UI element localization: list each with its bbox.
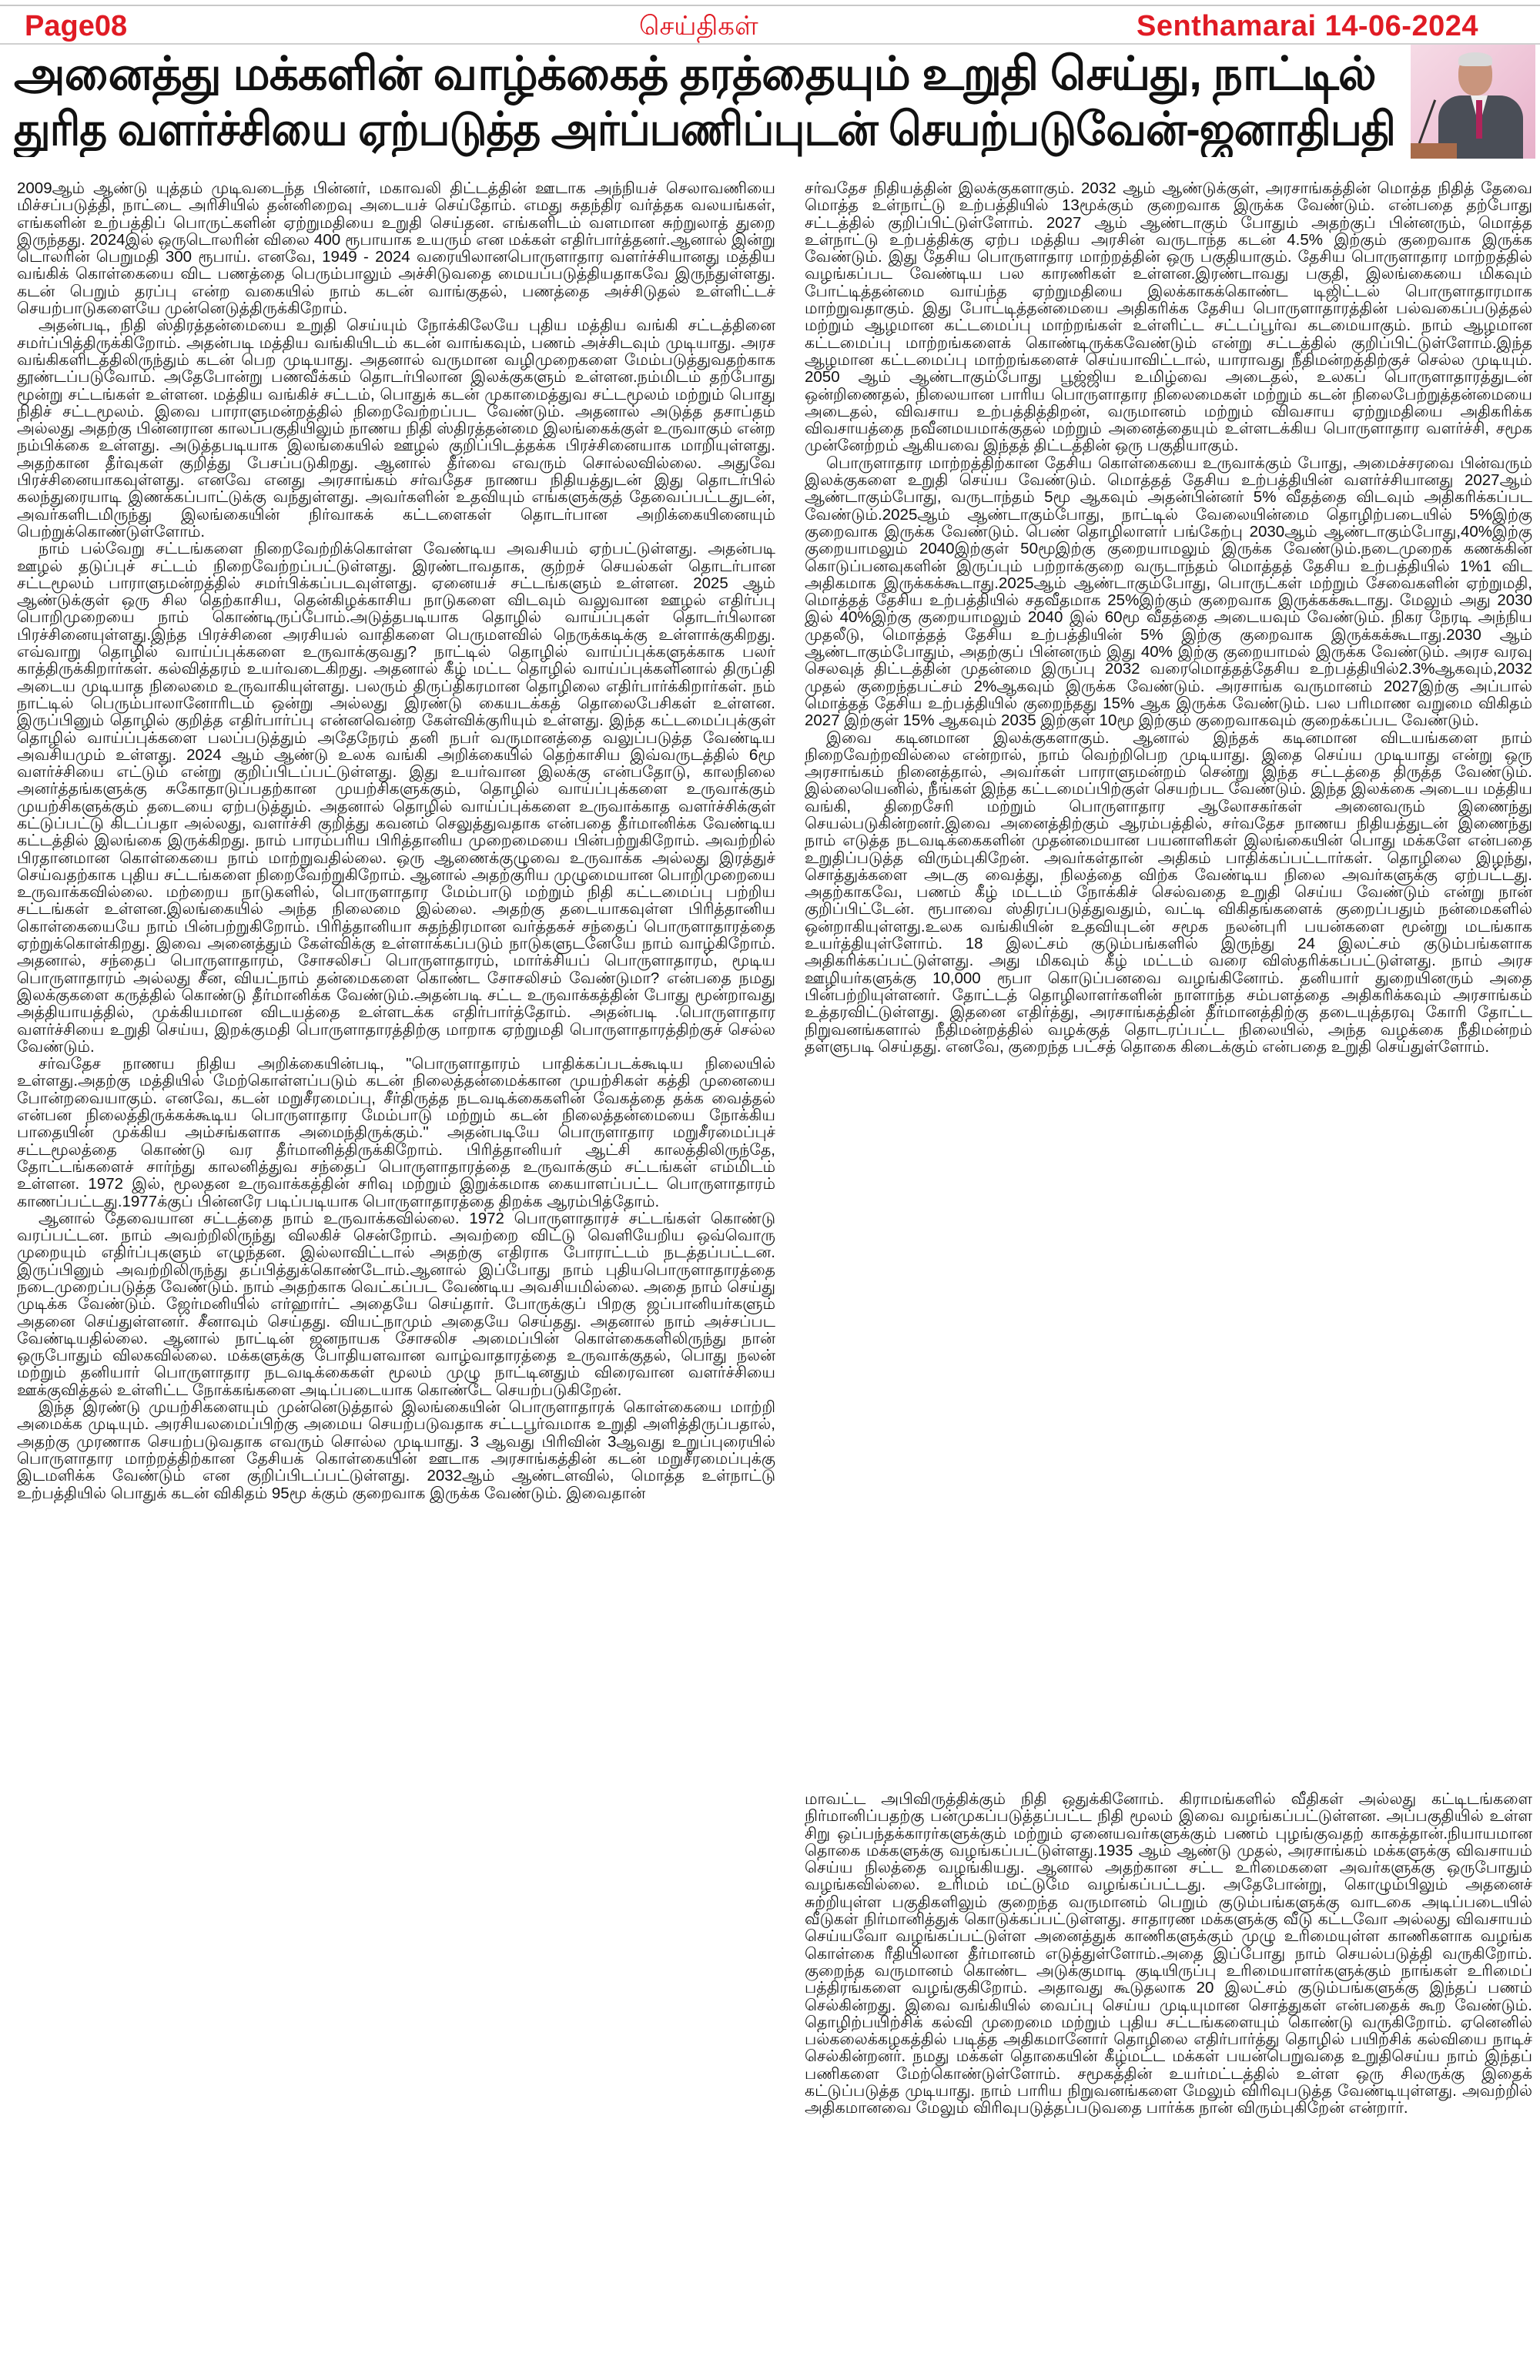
article-paragraph: சர்வதேச நிதியத்தின் இலக்குகளாகும். 2032 ஆம் ஆண்டுக்குள், அரசாங்கத்தின் மொத்த நிதித் தேவை மொத்த உள்நாட்டு உற்பத்தியில் 13மூக்கும் குறைவாக இருக்க வேண்டும். என்பதை தற்போது சட்டத்தில் குறிப்பிட்டுள்ளோம். 2027 ஆம் ஆண்டாகும் போதும் அதற்குப் பின்னரும், மொத்த உள்நாட்டு உற்பத்திக்கு ஏற்ப மத்திய அரசின் வருடாந்த கடன் 4.5% இற்கும் குறைவாக இருக்க வேண்டும். இது தேசிய பொருளாதார மாற்றத்தின் ஒரு பகுதியாகும். தேசிய பொருளாதார மாற்றத்தில் வழங்கப்பட வேண்டிய பல காரணிகள் உள்ளன.இரண்டாவது பகுதி, இலங்கையை மிகவும் போட்டித்தன்மை வாய்ந்த ஏற்றுமதியை இலக்காகக்கொண்ட டிஜிட்டல் பொருளாதாரமாக மாற்றுவதாகும். இது போட்டித்தன்மையை அதிகரிக்க தேசிய பொருளாதாரத்தின் பல்வகைப்படுத்தல் மற்றும் ஆழமான கட்டமைப்பு மாற்றங்கள் உள்ளிட்ட சட்டப்பூர்வ கடமையாகும். நாம் ஆழமான கட்டமைப்பு மாற்றங்களைக் கொண்டிருக்கவேண்டும் என்று சட்டத்தில் குறிப்பிட்டுள்ளோம்.இந்த ஆழமான கட்டமைப்பு மாற்றங்களைச் செய்யாவிட்டால், யாராவது நீதிமன்றத்திற்குச் செல்ல முடியும். 2050 ஆம் ஆண்டாகும்போது பூஜ்ஜிய உமிழ்வை அடைதல், உலகப் பொருளாதாரத்துடன் ஒன்றிணைதல், நிலையான பாரிய பொருளாதார நிலைமைகள் மற்றும் கடன் நிலைபேற்றுத்தன்மையை அடைதல், விவசாய உற்பத்தித்திறன், வருமானம் மற்றும் விவசாய ஏற்றுமதியை அதிகரிக்க விவசாயத்தை நவீனமயமாக்குதல் மற்றும் அனைத்தையும் உள்ளடக்கிய பொருளாதார வளர்ச்சி, சமூக முன்னேற்றம் ஆகியவை இந்தத் திட்டத்தின் ஒரு பகுதியாகும். xyxy=(805,180,1532,455)
headline xyxy=(14,46,1400,157)
article-paragraph: 2009ஆம் ஆண்டு யுத்தம் முடிவடைந்த பின்னர், மகாவலி திட்டத்தின் ஊடாக அந்நியச் செலாவணியை மிச்சப்படுத்தி, நாட்டை அரிசியில் தன்னிறைவு அடையச் செய்தோம். எமது சுதந்திர வர்த்தக வலயங்கள், எங்களின் உற்பத்திப் பொருட்களின் ஏற்றுமதியை உறுதி செய்தன. எங்களிடம் வளமான சுற்றுலாத் துறை இருந்தது. 2024இல் ஒருடொலரின் விலை 400 ரூபாயாக உயரும் என மக்கள் எதிர்பார்த்தனர்.ஆனால் இன்று டொலரின் பெறுமதி 300 ரூபாய். எனவே, 1949 - 2024 வரையிலானபொருளாதார வளர்ச்சியானது மத்திய வங்கிக் கொள்கையை விட பணத்தை பெரும்பாலும் அச்சிடுவதை மையப்படுத்தியதாகவே இருந்துள்ளது. கடன் பெறும் தரப்பு என்ற வகையில் நாம் கடன் வாங்குதல், பணத்தை அச்சிடுதல் உள்ளிட்டச் செயற்பாடுகளையே முன்னெடுத்திருக்கிறோம். xyxy=(17,180,775,318)
article-column-right-bottom xyxy=(805,1791,1532,2376)
headline-line-1: அனைத்து மக்களின் வாழ்க்கைத் தரத்தையும் உறுதி செய்து, நாட்டில் xyxy=(14,48,1376,99)
article-paragraph: இவை கடினமான இலக்குகளாகும். ஆனால் இந்தக் கடினமான விடயங்களை நாம் நிறைவேற்றவில்லை என்றால், நாம் வெற்றிபெற முடியாது. இதை செய்ய முடியாது என்று ஒரு அரசாங்கம் நினைத்தால், அவர்கள் பாராளுமன்றம் சென்று இந்த சட்டத்தை திருத்த வேண்டும். இல்லையெனில், நீங்கள் இந்த கட்டமைப்பிற்குள் செயற்பட வேண்டும். இந்த இலக்கை அடைய மத்திய வங்கி, திறைசேரி மற்றும் பொருளாதார ஆலோசகர்கள் அனைவரும் இணைந்து செயல்படுகின்றனர்.இவை அனைத்திற்கும் ஆரம்பத்தில், சர்வதேச நாணய நிதியத்துடன் இணைந்து நாம் எடுத்த நடவடிக்கைகளின் முதன்மையான பயனாளிகள் இலங்கையின் பொது மக்களே என்பதை உறுதிப்படுத்த விரும்புகிறேன். அவர்கள்தான் அதிகம் பாதிக்கப்பட்டார்கள். தொழிலை இழந்து, சொத்துக்களை அடகு வைத்து, நிலத்தை விற்க வேண்டிய நிலை அவர்களுக்கு ஏற்பட்டது. அதற்காகவே, பணம் கீழ் மட்டம் நோக்கிச் செல்வதை உறுதி செய்ய வேண்டும் என்று நான் குறிப்பிட்டேன். ரூபாவை ஸ்திரப்படுத்துவதும், வட்டி விகிதங்களைக் குறைப்பதும் நன்மைகளில் ஒன்றாகியுள்ளது.உலக வங்கியின் உதவியுடன் சமூக நலன்புரி பயன்களை மூன்று மடங்காக உயர்த்தியுள்ளோம். 18 இலட்சம் குடும்பங்களில் இருந்து 24 இலட்சம் குடும்பங்களாக அதிகரிக்கப்பட்டுள்ளது. அது மிகவும் கீழ் மட்டம் வரை விஸ்தரிக்கப்பட்டுள்ளது. நாம் அரச ஊழியர்களுக்கு 10,000 ரூபா கொடுப்பனவை வழங்கினோம். தனியார் துறையினரும் அதை பின்பற்றியுள்ளனர். தோட்டத் தொழிலாளர்களின் நாளாந்த சம்பளத்தை அதிகரிக்கவும் அரசாங்கம் உத்தரவிட்டுள்ளது. இதனை எதிர்த்து, அரசாங்கத்தின் தீர்மானத்திற்கு தடையுத்தரவு கோரி தோட்ட நிறுவனங்களால் நீதிமன்றத்தில் வழக்குத் தொடரப்பட்ட நிலையில், அந்த வழக்கை நீதிமன்றம் தள்ளுபடி செய்தது. எனவே, குறைந்த பட்சத் தொகை கிடைக்கும் என்பதை உறுதி செய்துள்ளோம். xyxy=(805,728,1532,1056)
page-header xyxy=(0,8,1540,45)
article-paragraph: பொருளாதார மாற்றத்திற்கான தேசிய கொள்கையை உருவாக்கும் போது, அமைச்சரவை பின்வரும் இலக்குகளை உறுதி செய்ய வேண்டும். மொத்தத் தேசிய உற்பத்தியின் வளர்ச்சியானது 2027ஆம் ஆண்டாகும்போது, வருடாந்தம் 5மூ ஆகவும் அதன்பின்னர் 5% வீதத்தை விடவும் அதிகரிக்கப்பட வேண்டும்.2025ஆம் ஆண்டாகும்போது, நாட்டில் வேலையின்மை தொழிற்படையில் 5%இற்கு குறைவாக இருக்க வேண்டும். பெண் தொழிலாளர் பங்கேற்பு 2030ஆம் ஆண்டாகும்போது,40%இற்கு குறையாமலும் 2040இற்குள் 50மூஇற்கு குறையாமலும் இருக்க வேண்டும்.நடைமுறைக் கணக்கின் கொடுப்பனவுகளின் இருப்பும் பற்றாக்குறை வருடாந்தம் மொத்தத் தேசிய உற்பத்தியில் 1%1 விட அதிகமாக இருக்கக்கூடாது.2025ஆம் ஆண்டாகும்போது, பொருட்கள் மற்றும் சேவைகளின் ஏற்றுமதி, மொத்தத் தேசிய உற்பத்தியில் சதவீதமாக 25%இற்கும் குறைவாக இருக்கக்கூடாது. மேலும் அது 2030 இல் 40%இற்கு குறையாமலும் 2040 இல் 60மூ வீதத்தை அடையவும் வேண்டும். நிகர நேரடி அந்நிய முதலீடு, மொத்தத் தேசிய உற்பத்தியின் 5% இற்கு குறைவாக இருக்கக்கூடாது.2030 ஆம் ஆண்டாகும்போதும், அதற்குப் பின்னரும் இது 40% இற்கு குறையாமல் இருக்க வேண்டும். அரச வரவு செலவுத் திட்டத்தின் முதன்மை இருப்பு 2032 வரைமொத்தத்தேசிய உற்பத்தியில்2.3%ஆகவும்,2032 முதல் குறைந்தபட்சம் 2%ஆகவும் இருக்க வேண்டும். அரசாங்க வருமானம் 2027இற்கு அப்பால் மொத்தத் தேசிய உற்பத்தியில் குறைந்தது 15% ஆக இருக்க வேண்டும். பல பரிமாண வறுமை விகிதம் 2027 இற்குள் 15% ஆகவும் 2035 இற்குள் 10மூ இற்கும் குறைவாகவும் குறைக்கப்பட வேண்டும். xyxy=(805,454,1532,730)
photo-podium xyxy=(1411,143,1457,159)
headline-line-2: துரித வளர்ச்சியை ஏற்படுத்த அர்ப்பணிப்புடன் செயற்படுவேன்-ஜனாதிபதி xyxy=(14,103,1395,155)
section-title: செய்திகள் xyxy=(639,12,758,41)
article-paragraph: அதன்படி, நிதி ஸ்திரத்தன்மையை உறுதி செய்யும் நோக்கிலேயே புதிய மத்திய வங்கி சட்டத்தினை சமர்ப்பித்திருக்கிறோம். அதன்படி மத்திய வங்கியிடம் கடன் வாங்கவும், பணம் அச்சிடவும் முடியாது. அரச வங்கிகளிடத்திலிருந்தும் கடன் பெற முடியாது. அதனால் வருமான வழிமுறைகளை மேம்படுத்துவதற்காக தூண்டப்படுவோம். அதேபோன்று பணவீக்கம் தொடர்பிலான இலக்குகளும் உள்ளன.நம்மிடம் தற்போது மூன்று சட்டங்கள் உள்ளன. மத்திய வங்கிச் சட்டம், பொதுக் கடன் முகாமைத்துவ சட்டமூலம் மற்றும் பொது நிதிச் சட்டமூலம். இவை பாராளுமன்றத்தில் நிறைவேற்றப்பட வேண்டும். அதனால் அடுத்த தசாப்தம் அல்லது அதற்கு பின்னரான காலப்பகுதியிலும் நாணய நிதி ஸ்திரத்தன்மை இலங்கைக்குள் உருவாகும் என்ற நம்பிக்கை உள்ளது. அடுத்தபடியாக இலங்கையில் ஊழல் குறிப்பிடத்தக்க பிரச்சினையாக மாறியுள்ளது. அதற்கான தீர்வுகள் குறித்து பேசப்படுகிறது. ஆனால் தீர்வை எவரும் சொல்லவில்லை. அதுவே பிரச்சினையாகவுள்ளது. எனவே எனது அரசாங்கம் சர்வதேச நாணய நிதியத்துடன் இது தொடர்பில் கலந்துரையாடி இணக்கப்பாட்டுக்கு வந்துள்ளது. அவர்களின் உதவியும் எங்களுக்குத் தேவைப்பட்டதுடன், அவர்களிடமிருந்து இலங்கையின் நிர்வாகக் கட்டளைகள் தொடர்பான அறிக்கையினையும் பெற்றுக்கொண்டுள்ளோம். xyxy=(17,316,775,541)
article-column-left xyxy=(17,180,775,2375)
president-photo xyxy=(1411,45,1535,159)
article-paragraph: சர்வதேச நாணய நிதிய அறிக்கையின்படி, "பொருளாதாரம் பாதிக்கப்படக்கூடிய நிலையில் உள்ளது.அதற்கு மத்தியில் மேற்கொள்ளப்படும் கடன் நிலைத்தன்மைக்கான முயற்சிகள் கத்தி முனையை போன்றவையாகும். எனவே, கடன் மறுசீரமைப்பு, சீர்திருத்த நடவடிக்கைகளின் வேகத்தை தக்க வைத்தல் என்பன நிலைத்திருக்கக்கூடிய பொருளாதார மேம்பாடு மற்றும் கடன் நிலைத்தன்மையை நோக்கிய பாதையின் முக்கிய அம்சங்களாக அமைந்திருக்கும்." அதன்படியே பொருளாதார மறுசீரமைப்புச் சட்டமூலத்தை கொண்டு வர தீர்மானித்திருக்கிறோம். பிரித்தானியர் ஆட்சி காலத்திலிருந்தே, தோட்டங்களைச் சார்ந்து காலனித்துவ சந்தைப் பொருளாதாரத்தை உருவாக்கும் சட்டங்கள் எம்மிடம் உள்ளன. 1972 இல், மூலதன உருவாக்கத்தின் சரிவு மற்றும் இறுக்கமாக கையாளப்பட்ட பொருளாதாரம் காணப்பட்டது.1977க்குப் பின்னரே படிப்படியாக பொருளாதாரத்தை திறக்க ஆரம்பித்தோம். xyxy=(17,1055,775,1210)
article-paragraph: ஆனால் தேவையான சட்டத்தை நாம் உருவாக்கவில்லை. 1972 பொருளாதாரச் சட்டங்கள் கொண்டு வரப்பட்டன. நாம் அவற்றிலிருந்து விலகிச் சென்றோம். அவற்றை விட்டு வெளியேறிய ஒவ்வொரு முறையும் எதிர்ப்புகளும் எழுந்தன. இல்லாவிட்டால் அதற்கு எதிராக போராட்டம் நடத்தப்பட்டன. இருப்பினும் அவற்றிலிருந்து தப்பித்துக்கொண்டோம்.ஆனால் இப்போது நாம் புதியபொருளாதாரத்தை நடைமுறைப்படுத்த வேண்டும். நாம் அதற்காக வெட்கப்பட வேண்டிய அவசியமில்லை. அதை நாம் செய்து முடிக்க வேண்டும். ஜேர்மனியில் எர்ஹார்ட் அதையே செய்தார். போருக்குப் பிறகு ஜப்பானியர்களும் அதனை செய்துள்ளனர். சீனாவும் செய்தது. வியட்நாமும் அதையே செய்தது. அதனால் நாம் அச்சப்பட வேண்டியதில்லை. ஆனால் நாட்டின் ஜனநாயக சோசலிச அமைப்பின் கொள்கைகளிலிருந்து நான் ஒருபோதும் விலகவில்லை. மக்களுக்கு போதியளவான வாழ்வாதாரத்தை உருவாக்குதல், பொது நலன் மற்றும் தனியார் பொருளாதார நடவடிக்கைகள் மூலம் முழு நாட்டினதும் விரைவான வளர்ச்சியை ஊக்குவித்தல் உள்ளிட்ட நோக்கங்களை அடிப்படையாக கொண்டே செயற்படுகிறேன். xyxy=(17,1209,775,1399)
article-column-right-top xyxy=(805,180,1532,1751)
page-number: Page08 xyxy=(25,10,128,42)
article-paragraph: இந்த இரண்டு முயற்சிகளையும் முன்னெடுத்தால் இலங்கையின் பொருளாதாரக் கொள்கையை மாற்றி அமைக்க முடியும். அரசியலமைப்பிற்கு அமைய செயற்படுவதாக சட்டபூர்வமாக உறுதி அளித்திருப்பதால், அதற்கு முரணாக செயற்படுவதாக எவரும் சொல்ல முடியாது. 3 ஆவது பிரிவின் 3ஆவது உறுப்புரையில் பொருளாதார மாற்றத்திற்கான தேசியக் கொள்கையின் ஊடாக அரசாங்கத்தின் கடன் மறுசீரமைப்புக்கு இடமளிக்க வேண்டும் என குறிப்பிடப்பட்டுள்ளது. 2032ஆம் ஆண்டளவில், மொத்த உள்நாட்டு உற்பத்தியில் பொதுக் கடன் விகிதம் 95மூ க்கும் குறைவாக இருக்க வேண்டும். இவைதான் xyxy=(17,1398,775,1502)
photo-tie xyxy=(1476,100,1482,139)
top-rule xyxy=(0,5,1540,6)
newspaper-name-date: Senthamarai 14-06-2024 xyxy=(1136,10,1478,42)
microphone-icon xyxy=(1418,99,1436,143)
article-paragraph: மாவட்ட அபிவிருத்திக்கும் நிதி ஒதுக்கினோம். கிராமங்களில் வீதிகள் அல்லது கட்டிடங்களை நிர்மானிப்பதற்கு பன்முகப்படுத்தப்பட்ட நிதி மூலம் இவை வழங்கப்பட்டுள்ளன. அப்பகுதியில் உள்ள சிறு ஒப்பந்தக்காரர்களுக்கும் மற்றும் ஏனையவர்களுக்கும் பணம் புழங்குவதற் காகத்தான்.நியாயமான தொகை மக்களுக்கு வழங்கப்பட்டுள்ளது.1935 ஆம் ஆண்டு முதல், அரசாங்கம் மக்களுக்கு விவசாயம் செய்ய நிலத்தை வழங்கியது. ஆனால் அதற்கான சட்ட உரிமைகளை அவர்களுக்கு ஒருபோதும் வழங்கவில்லை. உரிமம் மட்டுமே வழங்கப்பட்டது. அதேபோன்று, கொழும்பிலும் அதனைச் சுற்றியுள்ள பகுதிகளிலும் குறைந்த வருமானம் பெறும் குடும்பங்களுக்கு வாடகை அடிப்படையில் வீடுகள் நிர்மானித்துக் கொடுக்கப்பட்டுள்ளது. சாதாரண மக்களுக்கு வீடு கட்டவோ அல்லது விவசாயம் செய்யவோ வழங்கப்பட்டுள்ள அனைத்துக் காணிகளுக்கும் முழு உரிமையுள்ள காணிகளாக வழங்க கொள்கை ரீதியிலான தீர்மானம் எடுத்துள்ளோம்.அதை இப்போது நாம் செயல்படுத்தி வருகிறோம். குறைந்த வருமானம் கொண்ட அடுக்குமாடி குடியிருப்பு உரிமையாளர்களுக்கும் நாங்கள் உரிமைப் பத்திரங்களை வழங்குகிறோம். அதாவது கூடுதலாக 20 இலட்சம் குடும்பங்களுக்கு இந்தப் பணம் செல்கின்றது. இவை வங்கியில் வைப்பு செய்ய முடியுமான சொத்துகள் என்பதைக் கூற வேண்டும். தொழிற்பயிற்சிக் கல்வி முறைமை மற்றும் புதிய சட்டங்களையும் கொண்டு வருகிறோம். ஏனெனில் பல்கலைக்கழகத்தில் படித்த அதிகமானோர் தொழிலை எதிர்பார்த்து தொழில் பயிற்சிக் கல்வியை நாடிச் செல்கின்றனர். நமது மக்கள் தொகையின் கீழ்மட்ட மக்கள் பயன்பெறுவதை உறுதிசெய்ய நாம் இந்தப் பணிகளை மேற்கொண்டுள்ளோம். சமூகத்தின் உயர்மட்டத்தில் உள்ள ஒரு சிலருக்கு இதைக் கட்டுப்படுத்த முடியாது. நாம் பாரிய நிறுவனங்களை மேலும் விரிவுபடுத்த வேண்டியுள்ளது. அவற்றில் அதிகமானவை மேலும் விரிவுபடுத்தப்படுவதை பார்க்க நான் விரும்புகிறேன் என்றார். xyxy=(805,1791,1532,2117)
photo-hair xyxy=(1458,52,1492,66)
article-paragraph: நாம் பல்வேறு சட்டங்களை நிறைவேற்றிக்கொள்ள வேண்டிய அவசியம் ஏற்பட்டுள்ளது. அதன்படி ஊழல் தடுப்புச் சட்டம் நிறைவேற்றப்பட்டுள்ளது. இரண்டாவதாக, குற்றச் செயல்கள் தொடர்பான சட்டமூலம் பாராளுமன்றத்தில் சமர்பிக்கப்படவுள்ளது. ஏனையச் சட்டங்களும் உள்ளன. 2025 ஆம் ஆண்டுக்குள் ஒரு சில தெற்காசிய, தென்கிழக்காசிய நாடுகளை விடவும் வலுவான ஊழல் எதிர்ப்பு பொறிமுறையை நாம் கொண்டிருப்போம்.அடுத்தபடியாக தொழில் வாய்ப்புகள் தொடர்பிலான பிரச்சினையுள்ளது.இந்த பிரச்சினை அரசியல் வாதிகளை பெருமளவில் நெருக்கடிக்கு உள்ளாக்குகிறது. எவ்வாறு தொழில் வாய்ப்புக்களை உருவாக்குவது? நாட்டில் தொழில் வாய்ப்புக்களுக்காக பலர் காத்திருக்கிறார்கள். கல்வித்தரம் உயர்வடைகிறது. அதனால் கீழ் மட்ட தொழில் வாய்ப்புக்களினால் திருப்தி அடைய முடியாத நிலைமை உருவாகியுள்ளது. பலரும் திருப்திகரமான தொழிலை எதிர்பார்க்கிறார்கள். நம் நாட்டில் பெரும்பாலானோரிடம் ஒன்று அல்லது இரண்டு கையடக்கத் தொலைபேசிகள் உள்ளன. இருப்பினும் தொழில் குறித்த எதிர்பார்ப்பு என்னவென்ற கேள்விக்குரியும் உள்ளது. இந்த கட்டமைப்புக்குள் தொழில் வாய்ப்புக்களை பலப்படுத்தும் அதேநேரம் தனி நபர் வருமானத்தை வலுப்படுத்த வேண்டிய அவசியமும் உள்ளது. 2024 ஆம் ஆண்டு உலக வங்கி அறிக்கையில் தெற்காசிய இவ்வருடத்தில் 6மூ வளர்ச்சியை எட்டும் என்று குறிப்பிடப்பட்டுள்ளது. இது உயர்வான இலக்கு என்பதோடு, காலநிலை அனர்த்தங்களுக்கு சுகோதாடுப்பதற்கான முயற்சிகளுக்கும், தொழில் வாய்ப்புக்களை உருவாக்கும் முயற்சிகளுக்கும் தடையை ஏற்படுத்தும். அதனால் தொழில் வாய்ப்புக்களை உருவாக்காத வளர்ச்சிக்குள் கட்டுப்பட்டு கிடப்பதா அல்லது, வளர்ச்சி குறித்து கவனம் செலுத்துவதாக என்பதை தீர்மானிக்க வேண்டிய கட்டத்தில் இலங்கை இருக்கிறது. நாம் பாரம்பரிய பிரித்தானிய முறைமையை பின்பற்றுகிறோம். அவற்றில் பிரதானமான கொள்கையை நாம் மாற்றுவதில்லை. ஒரு ஆணைக்குழுவை உருவாக்க அல்லது இரத்துச் செய்வதற்காக புதிய சட்டங்களை நிறைவேற்றுகிறோம். ஆனால் அதற்குரிய முழுமையான பொறிமுறையை உருவாக்கவில்லை. மற்றைய நாடுகளில், பொருளாதார மேம்பாடு மற்றும் நிதி கட்டமைப்பு பற்றிய சட்டங்கள் உள்ளன.இலங்கையில் அந்த நிலைமை இல்லை. அதற்கு தடையாகவுள்ள பிரித்தானிய கொள்கையையே நாம் பின்பற்றுகிறோம். பிரித்தானியா சுதந்திரமான வர்த்தகச் சந்தைப் பொருளாதாரத்தை ஏற்றுக்கொள்கிறது. இவை அனைத்தும் கேள்விக்கு உள்ளாக்கப்படும் நாடுகளுடனேயே நாம் வாழ்கிறோம். அதனால், சந்தைப் பொருளாதாரம், சோசலிசப் பொருளாதாரம், மார்க்சியப் பொருளாதாரம், மூடிய பொருளாதாரம் அல்லது சீன, வியட்நாம் தன்மைகளை கொண்ட சோசலிசம் வேண்டுமா? என்பதை நமது இலக்குகளை கருத்தில் கொண்டு தீர்மானிக்க வேண்டும்.அதன்படி சட்ட உருவாக்கத்தின் போது மூன்றாவது அத்தியாயத்தில், முக்கியமான விடயத்தை உள்ளடக்க எதிர்பார்த்தோம். அதன்படி .பொருளாதார வளர்ச்சியை உறுதி செய்ய, இறக்குமதி பொருளாதாரத்திற்கு மாறாக ஏற்றுமதி பொருளாதாரத்திற்குச் செல்ல வேண்டும். xyxy=(17,540,775,1056)
